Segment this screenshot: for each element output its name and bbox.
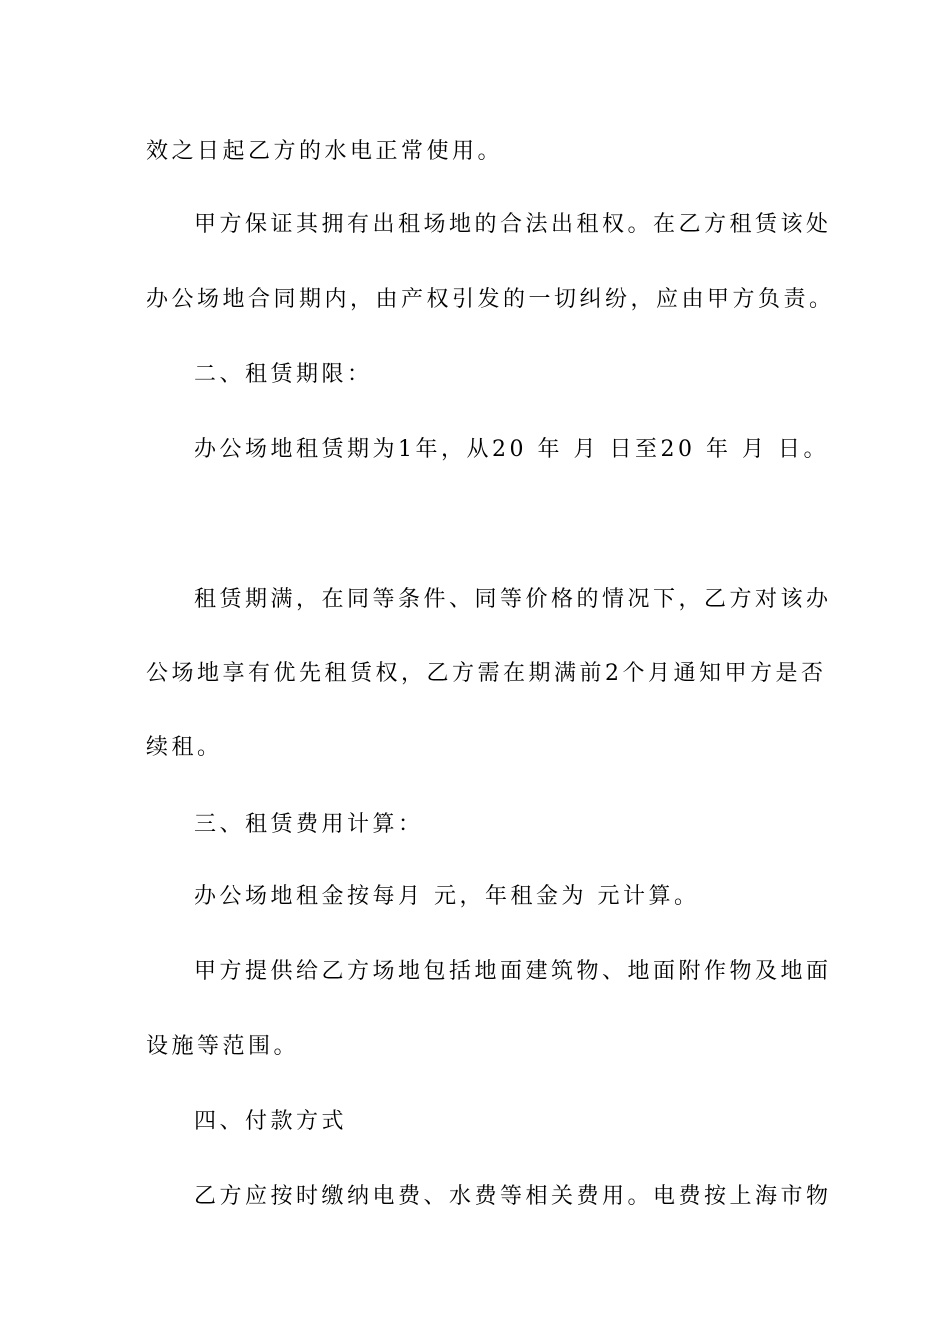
paragraph-line: 乙方应按时缴纳电费、水费等相关费用。电费按上海市物 <box>194 1184 832 1209</box>
paragraph-line: 办公场地合同期内，由产权引发的一切纠纷，应由甲方负责。 <box>146 287 835 312</box>
paragraph-line: 办公场地租赁期为1年，从20 年 月 日至20 年 月 日。 <box>194 437 829 462</box>
paragraph-line: 办公场地租金按每月 元，年租金为 元计算。 <box>194 884 700 909</box>
paragraph-line: 公场地享有优先租赁权，乙方需在期满前2个月通知甲方是否 <box>146 661 827 686</box>
section-heading: 四、付款方式 <box>194 1109 348 1134</box>
paragraph-line: 效之日起乙方的水电正常使用。 <box>146 139 504 164</box>
paragraph-line: 续租。 <box>146 735 223 760</box>
paragraph-line: 租赁期满，在同等条件、同等价格的情况下，乙方对该办 <box>194 587 832 612</box>
section-heading: 二、租赁期限： <box>194 362 373 387</box>
paragraph-line: 设施等范围。 <box>146 1034 300 1059</box>
paragraph-line: 甲方提供给乙方场地包括地面建筑物、地面附作物及地面 <box>194 959 832 984</box>
paragraph-line: 甲方保证其拥有出租场地的合法出租权。在乙方租赁该处 <box>194 212 832 237</box>
section-heading: 三、租赁费用计算： <box>194 812 424 837</box>
